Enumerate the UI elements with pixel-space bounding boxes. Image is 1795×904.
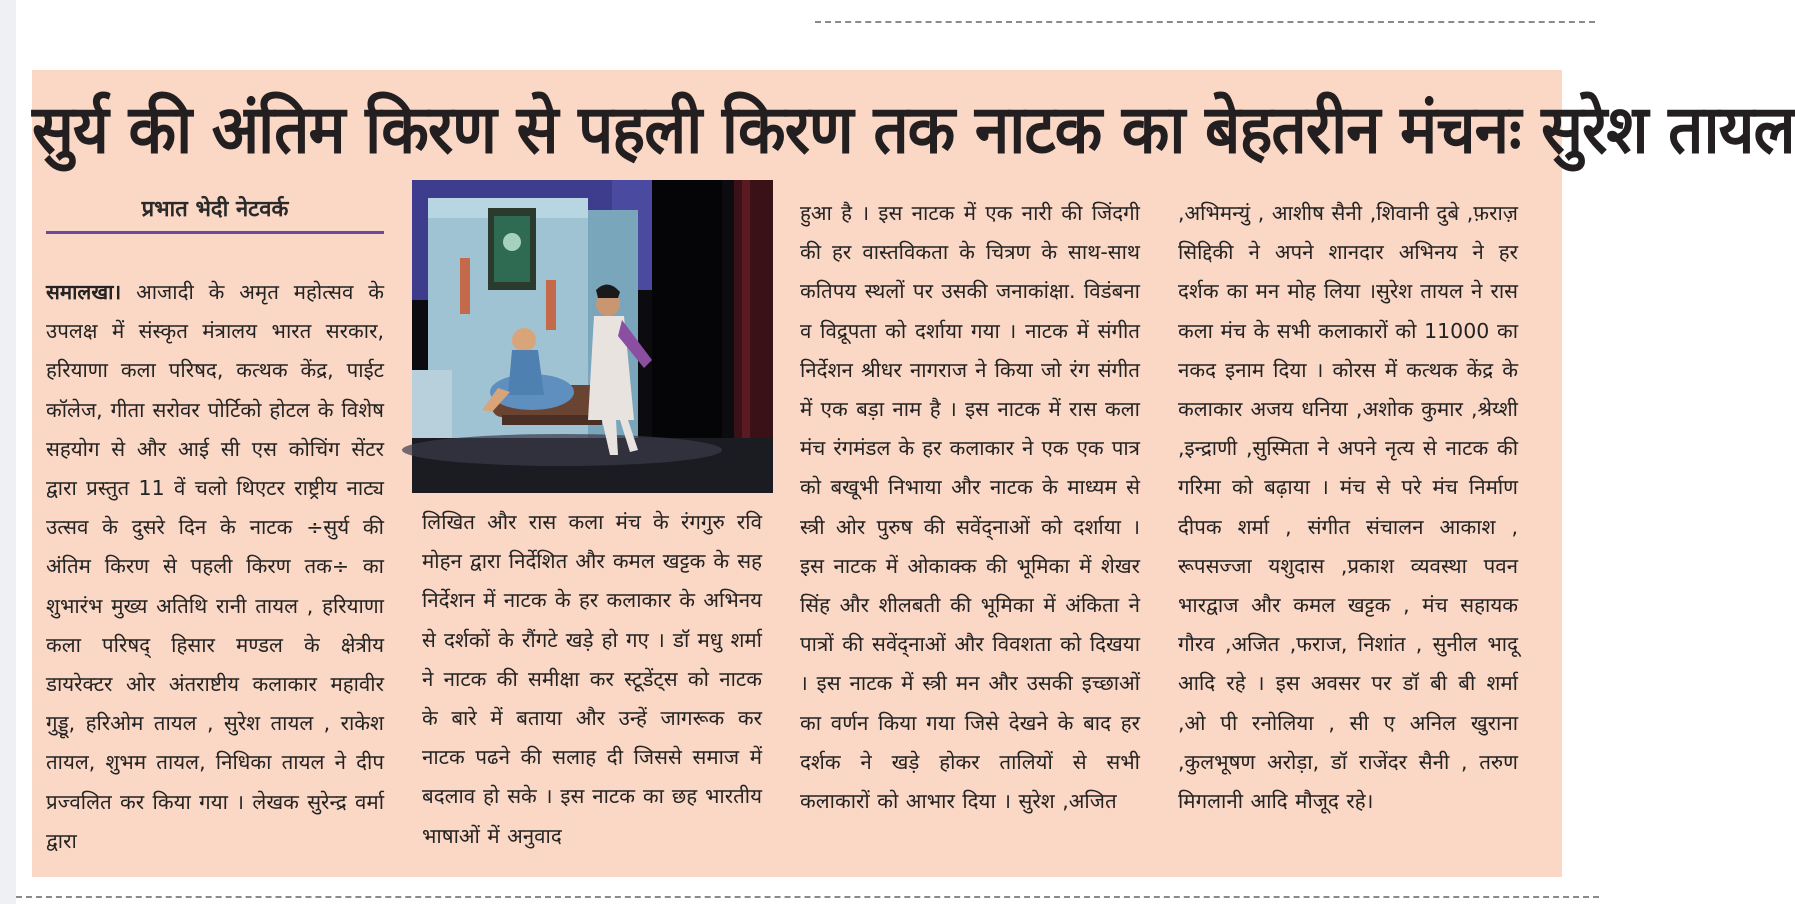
play-stage-photo (412, 180, 773, 493)
article-column-2: लिखित और रास कला मंच के रंगगुरु रवि मोहन द्वारा निर्देशित और कमल खट्टक के सह निर्देशन में नाटक के हर कलाकार के अभिनय से दर्शकों के रौंगटे खड़े हो गए । डॉ मधु शर्मा ने नाटक की समीक्षा कर स्टूडेंट्स को नाटक के बारे में बताया और उन्हें जागरूक कर नाटक पढने की सलाह दी जिससे समाज में बदलाव हो सके । इस नाटक का छह भारतीय भाषाओं में अनुवाद (422, 510, 762, 848)
column-1-text: आजादी के अमृत महोत्सव के उपलक्ष में संस्कृत मंत्रालय भारत सरकार, हरियाणा कला परिषद, कत्थक केंद्र, पाईट कॉलेज, गीता सरोवर पोर्टिको होटल के विशेष सहयोग से और आई सी एस कोचिंग सेंटर द्वारा प्रस्तुत 11 वें चलो थिएटर राष्ट्रीय नाट्य उत्सव के दुसरे दिन के नाटक ÷सुर्य की अंतिम किरण से पहली किरण तक÷ का शुभारंभ मुख्य अतिथि रानी तायल , हरियाणा कला परिषद् हिसार मण्डल के क्षेत्रीय डायरेक्टर ओर अंतराष्टीय कलाकार महावीर गुड्डू, हरिओम तायल , सुरेश तायल , राकेश तायल, शुभम तायल, निधिका तायल ने दीप प्रज्वलित कर किया गया । लेखक सुरेन्द्र वर्मा द्वारा (46, 280, 384, 853)
stage-photo-image (412, 180, 773, 493)
byline-underline (46, 231, 384, 234)
news-clipping (32, 70, 1795, 877)
byline: प्रभात भेदी नेटवर्क (141, 197, 289, 222)
bottom-divider (16, 896, 1599, 898)
headline: सुर्य की अंतिम किरण से पहली किरण तक नाटक का बेहतरीन मंचनः सुरेश तायल (32, 90, 1795, 169)
article-column-4: ,अभिमन्युं , आशीष सैनी ,शिवानी दुबे ,फ़राज़ सिद्दिकी ने अपने शानदार अभिनय ने हर दर्शक का मन मोह लिया ।सुरेश तायल ने रास कला मंच के सभी कलाकारों को 11000 का नकद इनाम दिया । कोरस में कत्थक केंद्र के कलाकार अजय धनिया ,अशोक कुमार ,श्रेय्शी ,इन्द्राणी ,सुस्मिता ने अपने नृत्य से नाटक की गरिमा को बढ़ाया । मंच से परे मंच निर्माण दीपक शर्मा , संगीत संचालन आकाश , रूपसज्जा यशुदास ,प्रकाश व्यवस्था पवन भारद्वाज और कमल खट्टक , मंच सहायक गौरव ,अजित ,फराज, निशांत , सुनील भादू आदि रहे । इस अवसर पर डॉ बी बी शर्मा ,ओ पी रनोलिया , सी ए अनिल खुराना ,कुलभूषण अरोड़ा, डॉ राजेंदर सैनी , तरुण मिगलानी आदि मौजूद रहे। (1178, 201, 1518, 814)
top-divider (815, 21, 1595, 23)
article-column-3: हुआ है । इस नाटक में एक नारी की जिंदगी की हर वास्तविकता के चित्रण के साथ-साथ कतिपय स्थलों पर उसकी जनाकांक्षा. विडंबना व विद्रूपता को दर्शाया गया । नाटक में संगीत निर्देशन श्रीधर नागराज ने किया जो रंग संगीत में एक बड़ा नाम है । इस नाटक में रास कला मंच रंगमंडल के हर कलाकार ने एक एक पात्र को बखूभी निभाया और नाटक के माध्यम से स्त्री ओर पुरुष की सवेंद्नाओं को दर्शाया । इस नाटक में ओकाक्क की भूमिका में शेखर सिंह और शीलबती की भूमिका में अंकिता ने पात्रों की सवेंद्नाओं और विवशता को दिखया । इस नाटक में स्त्री मन और उसकी इच्छाओं का वर्णन किया गया जिसे देखने के बाद हर दर्शक ने खड़े होकर तालियों से सभी कलाकारों को आभार दिया । सुरेश ,अजित (800, 201, 1140, 814)
dateline: समालखा। (46, 280, 122, 304)
page-left-margin (0, 0, 16, 904)
article-column-1 (46, 273, 384, 861)
